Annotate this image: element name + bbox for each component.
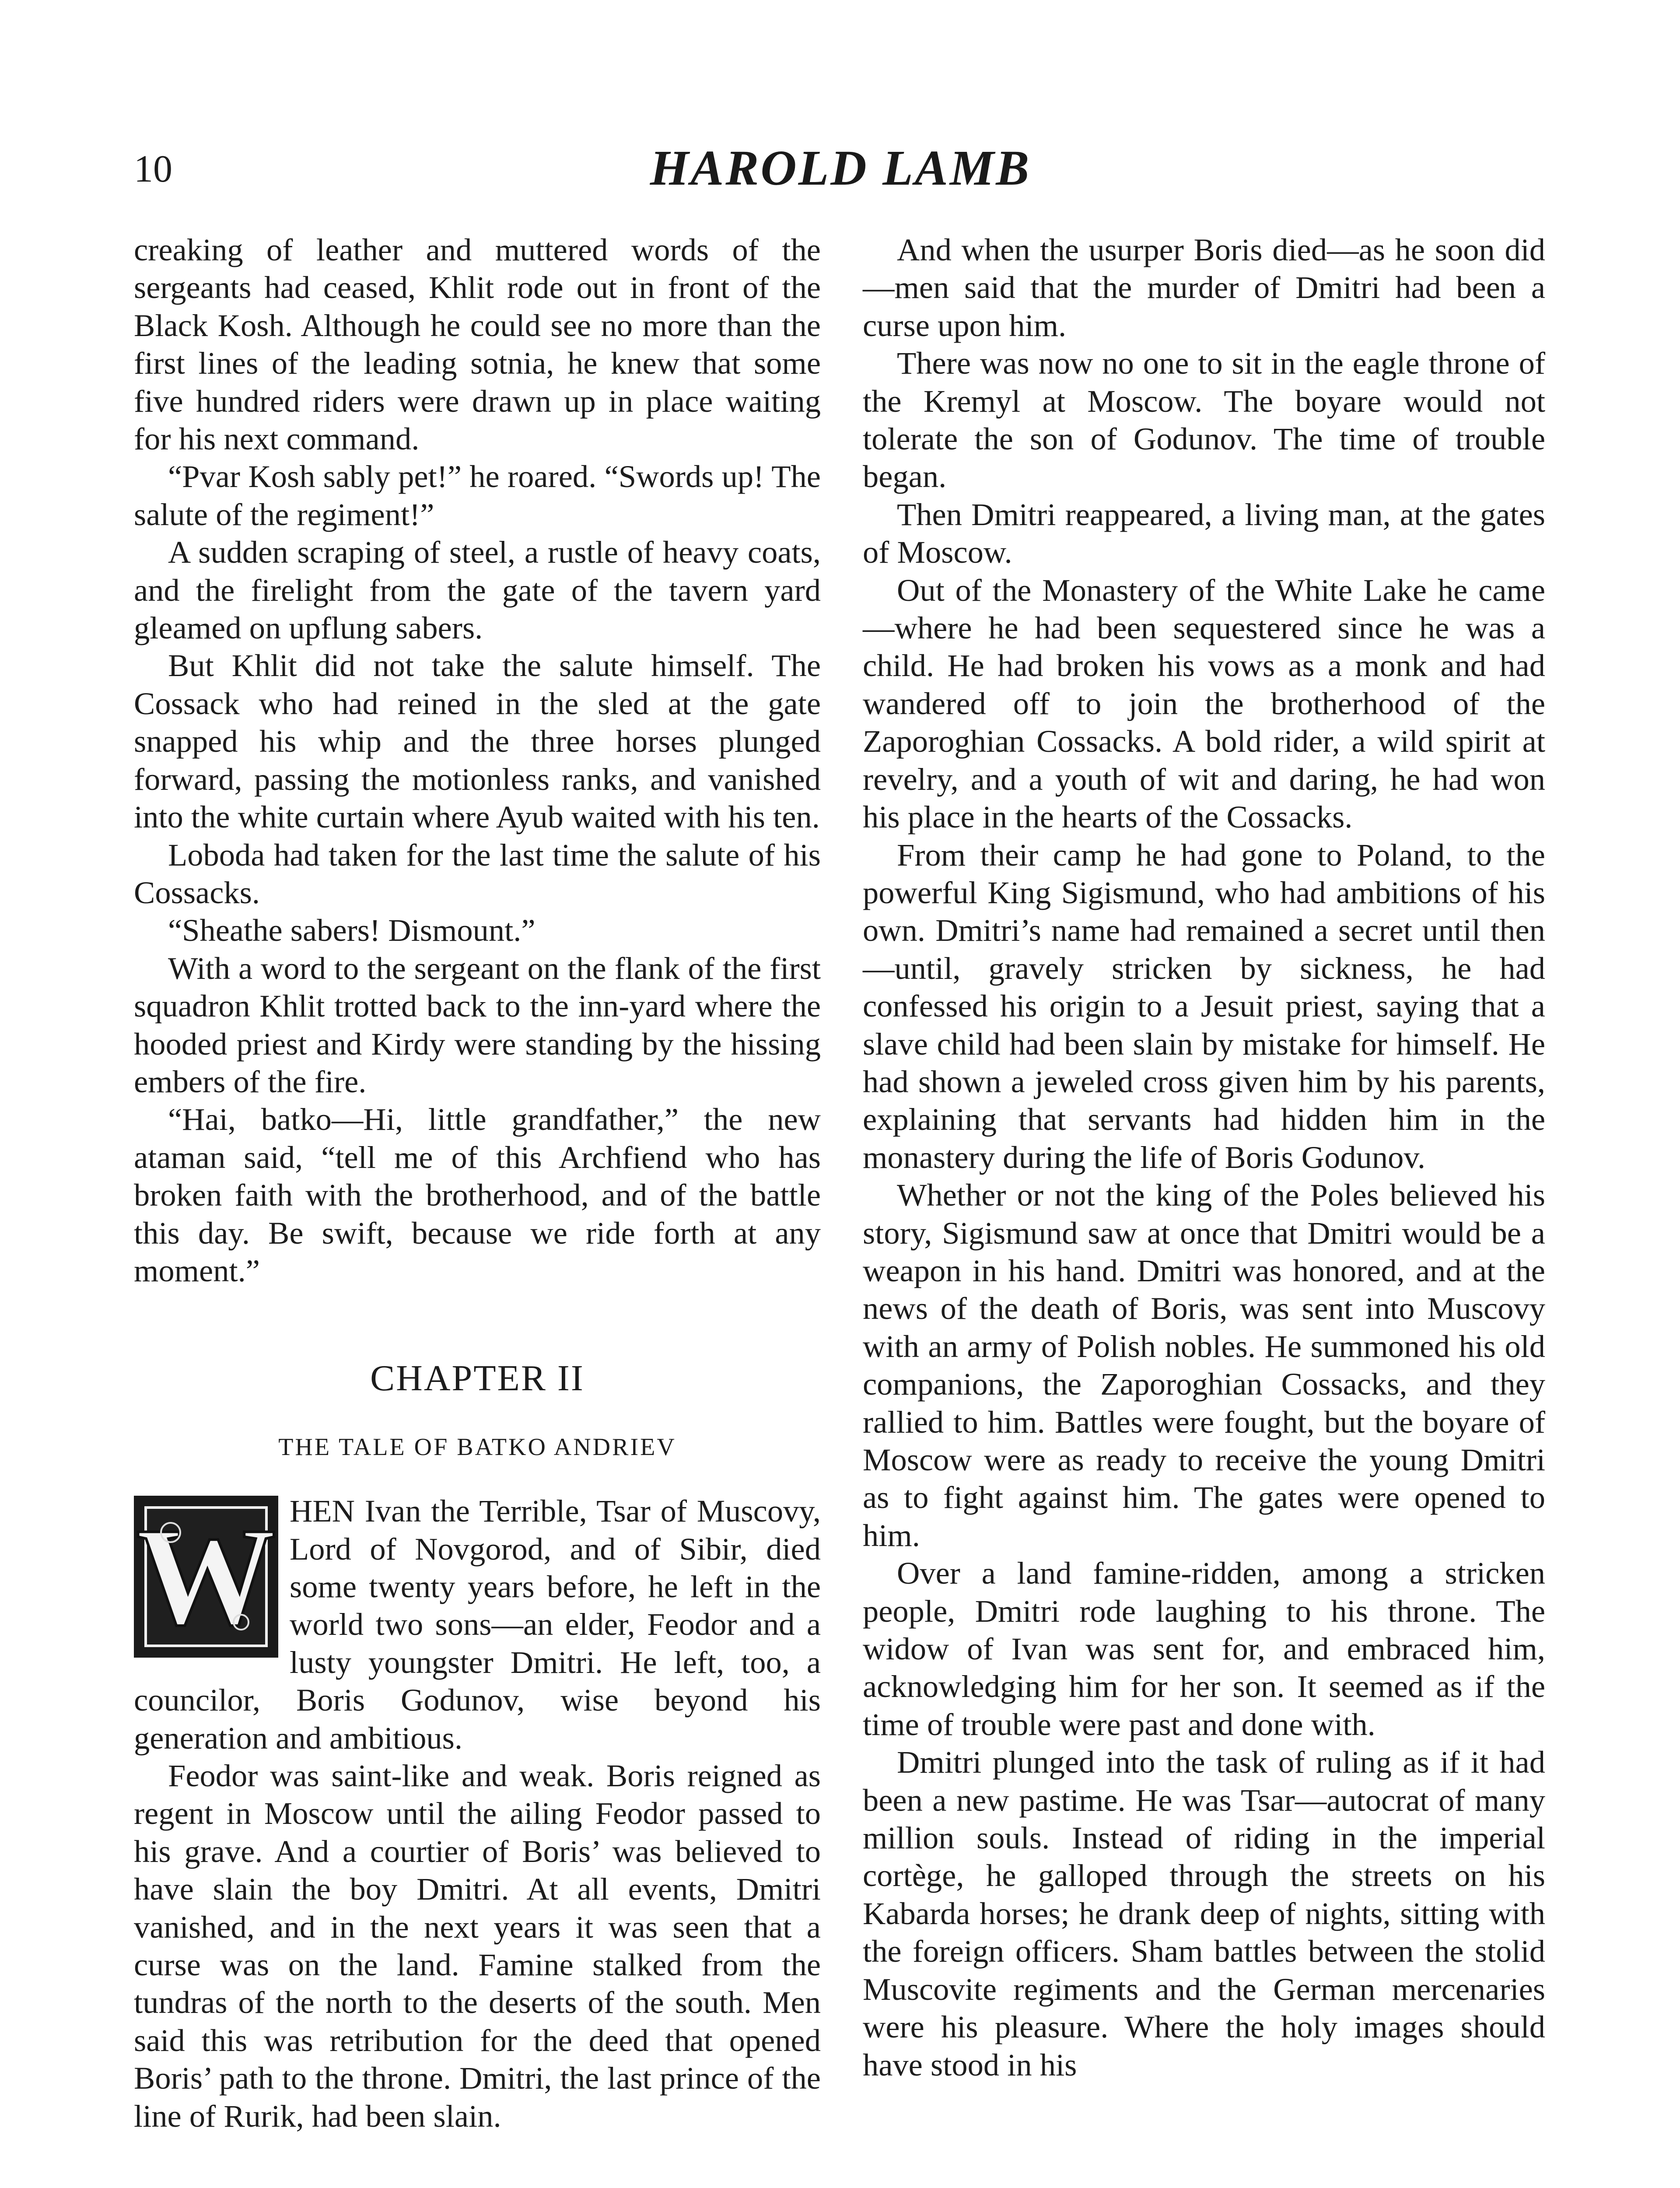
ornament-flourish-icon (233, 1614, 249, 1630)
paragraph: Whether or not the king of the Poles believed his story, Sigismund saw at once that Dmitri would be a weapon in his hand. Dmitri was honored, and at the news of the death of Boris, was sent into Muscovy with an army of Polish nobles. He summoned his old companions, the Zaporoghian Cossacks, and they rallied to him. Battles were fought, but the boyare of Moscow were as ready to receive the young Dmitri as to fight against him. The gates were opened to him. (863, 1177, 1545, 1553)
ornament-flourish-icon (160, 1522, 181, 1543)
paragraph: HEN Ivan the Terrible, Tsar of Muscovy, Lord of Novgorod, and of Sibir, died some twenty years before, he left in the world two sons—an elder, Feodor and a lusty youngster Dmitri. He left, too, a councilor, Boris Godunov, wise beyond his generation and ambitious. (134, 1493, 821, 1756)
paragraph: “Sheathe sabers! Dismount.” (168, 912, 536, 948)
paragraph: There was now no one to sit in the eagle throne of the Kremyl at Moscow. The boyare would not tolerate the son of Godunov. The time of trouble began. (863, 345, 1545, 494)
drop-cap-ornament (134, 1496, 278, 1658)
paragraph: And when the usurper Boris died—as he soon did—men said that the murder of Dmitri had been a curse upon him. (863, 232, 1545, 343)
left-column (134, 231, 821, 2135)
paragraph: Feodor was saint-like and weak. Boris reigned as regent in Moscow until the ailing Feodor passed to his grave. And a courtier of Boris’ was believed to have slain the boy Dmitri. At all events, Dmitri vanished, and in the next years it was seen that a curse was on the land. Famine stalked from the tundras of the north to the deserts of the south. Men said this was retribution for the deed that opened Boris’ path to the throne. Dmitri, the last prince of the line of Rurik, had been slain. (134, 1758, 821, 2134)
page-number: 10 (134, 148, 172, 190)
paragraph: From their camp he had gone to Poland, to the powerful King Sigismund, who had ambitions of his own. Dmitri’s name had remained a secret until then—until, gravely stricken by sickness, he had confessed his origin to a Jesuit priest, saying that a slave child had been slain by mistake for himself. He had shown a jeweled cross given him by his parents, explaining that servants had hidden him in the monastery during the life of Boris Godunov. (863, 837, 1545, 1175)
paragraph: “Pvar Kosh sably pet!” he roared. “Swords up! The salute of the regiment!” (134, 459, 821, 532)
page-header (134, 139, 1547, 200)
drop-cap-letter: W (136, 1499, 276, 1655)
paragraph: “Hai, batko—Hi, little grandfather,” the new ataman said, “tell me of this Archfiend who has broken faith with the brotherhood, and of the battle this day. Be swift, because we ride forth at any moment.” (134, 1101, 821, 1288)
chapter-title: CHAPTER II (370, 1358, 584, 1399)
paragraph: creaking of leather and muttered words of the sergeants had ceased, Khlit rode out in front of the Black Kosh. Although he could see no more than the first lines of the leading sotnia, he knew that some five hundred riders were drawn up in place waiting for his next command. (134, 232, 821, 457)
drop-cap-frame (136, 1499, 276, 1655)
running-head: HAROLD LAMB (650, 140, 1031, 196)
paragraph: But Khlit did not take the salute himself. The Cossack who had reined in the sled at the gate snapped his whip and the three horses plunged forward, passing the motionless ranks, and vanished into the white curtain where Ayub waited with his ten. (134, 648, 821, 835)
paragraph: With a word to the sergeant on the flank of the first squadron Khlit trotted back to the inn-yard where the hooded priest and Kirdy were standing by the hissing embers of the fire. (134, 950, 821, 1099)
paragraph: Out of the Monastery of the White Lake he came—where he had been sequestered since he was a child. He had broken his vows as a monk and had wandered off to join the brotherhood of the Zaporoghian Cossacks. A bold rider, a wild spirit at revelry, and a youth of wit and daring, he had won his place in the hearts of the Cossacks. (863, 572, 1545, 835)
paragraph: Loboda had taken for the last time the salute of his Cossacks. (134, 837, 821, 910)
paragraph: A sudden scraping of steel, a rustle of heavy coats, and the firelight from the gate of the tavern yard gleamed on upflung sabers. (134, 534, 821, 646)
right-column (863, 231, 1545, 2084)
paragraph: Then Dmitri reappeared, a living man, at the gates of Moscow. (863, 496, 1545, 570)
paragraph: Over a land famine-ridden, among a stricken people, Dmitri rode laughing to his throne. The widow of Ivan was sent for, and embraced him, acknowledging him for her son. It seemed as if the time of trouble were past and done with. (863, 1555, 1545, 1742)
paragraph: Dmitri plunged into the task of ruling as if it had been a new pastime. He was Tsar—autocrat of many million souls. Instead of riding in the imperial cortège, he galloped through the streets on his Kabarda horses; he drank deep of nights, sitting with the foreign officers. Sham battles between the stolid Muscovite regiments and the German mercenaries were his pleasure. Where the holy images should have stood in his (863, 1744, 1545, 2083)
chapter-subtitle: THE TALE OF BATKO ANDRIEV (278, 1433, 676, 1461)
